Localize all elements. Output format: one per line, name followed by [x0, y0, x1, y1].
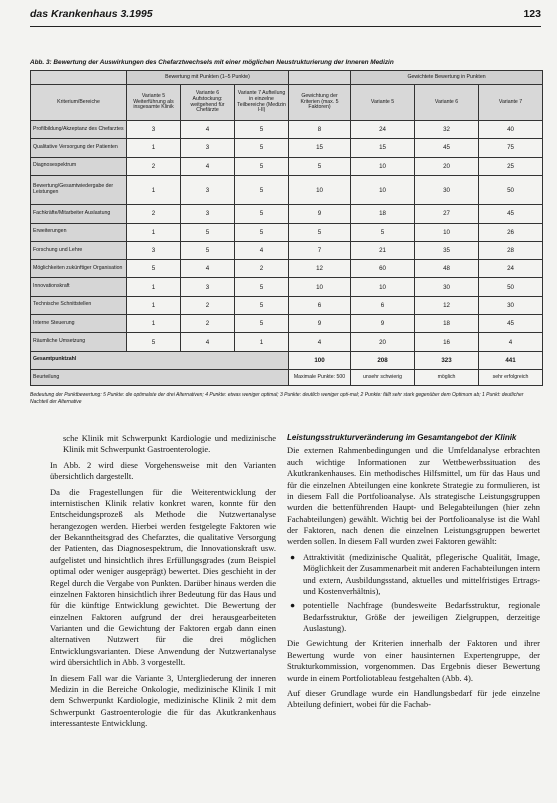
journal-title: das Krankenhaus 3.1995: [30, 8, 153, 20]
score-cell: 5: [235, 223, 289, 241]
col-header-g6: Variante 6: [415, 85, 479, 121]
row-label: Gesamtpunktzahl: [31, 351, 289, 369]
score-cell: 5: [235, 315, 289, 333]
table-row: [31, 139, 543, 157]
paragraph: In Abb. 2 wird diese Vorgehensweise mit den Varianten übersichtlich dargestellt.: [50, 459, 276, 482]
score-cell: 5: [235, 278, 289, 296]
score-cell: 5: [235, 205, 289, 223]
weighted-cell: 9: [351, 315, 415, 333]
weighted-cell: 18: [415, 315, 479, 333]
table-row: [31, 223, 543, 241]
list-item: ● potentielle Nachfrage (bundesweite Bedarfsstruktur, regionale Bedarfsstruktur, Größe der jeweiligen Zielgruppen, derzeitige Auslastung).: [290, 600, 540, 634]
table-row: [31, 157, 543, 175]
table-row: [31, 205, 543, 223]
paragraph: Die Gewichtung der Kriterien innerhalb der Faktoren und ihrer Bewertung wurde von einer hausinternen Expertengruppe, der Strukturkommission, vorgenommen. Das Ergebnis dieser Bewertung wurde in einem Portfoliotableau festgehalten (Abb. 4).: [287, 638, 540, 683]
table-row: [31, 260, 543, 278]
row-label: Qualitative Versorgung der Patienten: [31, 139, 127, 157]
weight-header: Gewichtung der Kriterien (max. 5 Faktoren): [289, 85, 351, 121]
score-cell: 1: [235, 333, 289, 351]
paragraph: Da die Fragestellungen für die Weiterentwicklung der internistischen Klinik relativ konkret waren, konnte für den Entscheidungsprozeß als Methode die Nutzwertanalyse herangezogen werden. Hierbei werden festgelegte Faktoren wie der Bekanntheitsgrad des Chefarztes, die qualitative Versorgung der Patienten, das Diagnosespektrum, die Innovationskraft usw. aufgelistet und hinsichtlich ihres Erfüllungsgrades (zum Beispiel optimal oder weniger ausgeprägt) bewertet. Dies geschieht in der Regel durch die Vergabe von Punkten. Darüber hinaus werden die einzelnen Faktoren hinsichtlich ihrer Bedeutung für das Haus und für die künftige Entwicklung gewichtet. Die Bewertung der einzelnen Faktoren aufgrund der drei herausgearbeiteten Varianten und die Gewichtung der Faktoren ergab dann einen alternativen Nutzwert für die drei möglichen Entwicklungsvarianten. Diese Anwendung der Nutzwertanalyse wird übersichtlich in Abb. 3 vorgestellt.: [50, 486, 276, 668]
table-row: [31, 296, 543, 314]
weighted-cell: 45: [415, 139, 479, 157]
score-cell: 3: [181, 205, 235, 223]
row-label: Bewertung/Gesamtwiedergabe der Leistungen: [31, 175, 127, 204]
score-cell: 2: [181, 315, 235, 333]
row-label: Forschung und Lehre: [31, 241, 127, 259]
weighted-cell: 24: [351, 121, 415, 139]
col-header-v5: Variante 5 Weiterführung als insgesamte Klinik: [127, 85, 181, 121]
row-label: Technische Schnittstellen: [31, 296, 127, 314]
score-cell: 5: [235, 139, 289, 157]
score-cell: 4: [181, 260, 235, 278]
criteria-header: Kriterium/Bereiche: [31, 85, 127, 121]
weight-cell: 6: [289, 296, 351, 314]
score-cell: 3: [181, 278, 235, 296]
score-cell: 4: [235, 241, 289, 259]
weighted-cell: 26: [479, 223, 543, 241]
weighted-cell: 48: [415, 260, 479, 278]
weighted-cell: möglich: [415, 370, 479, 386]
weighted-cell: 24: [479, 260, 543, 278]
score-cell: 5: [235, 157, 289, 175]
row-label: Interne Steuerung: [31, 315, 127, 333]
list-item: ● Attraktivität (medizinische Qualität, pflegerische Qualität, Image, Möglichkeit der Zusammenarbeit mit anderen Fachabteilungen intern und extern, Ausbildungsstand, aktuelles und mittelfristiges Ertrags- und Kostenverhältnis),: [290, 551, 540, 596]
score-cell: 2: [127, 205, 181, 223]
weighted-cell: 5: [351, 223, 415, 241]
score-cell: 1: [127, 175, 181, 204]
row-label: Fachkräfte/Mitarbeiter Auslastung: [31, 205, 127, 223]
table-row: [31, 315, 543, 333]
weighted-cell: 25: [479, 157, 543, 175]
score-cell: 5: [127, 333, 181, 351]
row-label: Innovationskraft: [31, 278, 127, 296]
weight-cell: Maximale Punkte: 500: [289, 370, 351, 386]
score-cell: 3: [181, 175, 235, 204]
paragraph: Auf dieser Grundlage wurde ein Handlungsbedarf für jede einzelne Abteilung definiert, wobei für die Fachab-: [287, 687, 540, 710]
score-cell: 1: [127, 278, 181, 296]
weighted-cell: 45: [479, 315, 543, 333]
row-label: Räumliche Umsetzung: [31, 333, 127, 351]
group-header-left: Bewertung mit Punkten (1–5 Punkte): [127, 71, 289, 85]
score-cell: 1: [127, 223, 181, 241]
weighted-cell: 10: [351, 157, 415, 175]
score-cell: 5: [235, 121, 289, 139]
table-row: [31, 241, 543, 259]
weighted-cell: 10: [351, 175, 415, 204]
weighted-cell: 10: [415, 223, 479, 241]
weighted-cell: 15: [351, 139, 415, 157]
page-header: [30, 6, 541, 27]
score-cell: 1: [127, 296, 181, 314]
weight-cell: 100: [289, 351, 351, 369]
weighted-cell: 60: [351, 260, 415, 278]
score-cell: 1: [127, 139, 181, 157]
score-cell: 3: [181, 139, 235, 157]
evaluation-table: [30, 70, 543, 386]
col-header-v7: Variante 7 Aufteilung in einzelne Teilbereiche (Medizin I-II): [235, 85, 289, 121]
weight-cell: 10: [289, 175, 351, 204]
score-cell: 3: [127, 121, 181, 139]
weighted-cell: 30: [479, 296, 543, 314]
paragraph: In diesem Fall war die Variante 3, Untergliederung der inneren Medizin in die Bereiche Onkologie, medizinische Klinik I mit dem Schwerpunkt Kardiologie, medizinische Klinik 2 mit dem Schwerpunkt Gastroenterologie die für das Akutkrankenhaus interessanteste Entwicklung.: [50, 672, 276, 728]
weighted-cell: 18: [351, 205, 415, 223]
row-label: Diagnosespektrum: [31, 157, 127, 175]
weight-cell: 5: [289, 157, 351, 175]
col-header-v6: Variante 6 Aufstockung: weitgehend für Chefärzte: [181, 85, 235, 121]
score-cell: 4: [181, 121, 235, 139]
weight-cell: 15: [289, 139, 351, 157]
bullet-list: [287, 552, 540, 635]
weight-cell: 7: [289, 241, 351, 259]
weighted-cell: 45: [479, 205, 543, 223]
weighted-cell: 10: [351, 278, 415, 296]
row-label: Erweiterungen: [31, 223, 127, 241]
weight-cell: 9: [289, 315, 351, 333]
text-column-left: [50, 433, 276, 733]
weighted-cell: unsehr schwierig: [351, 370, 415, 386]
table-row: [31, 333, 543, 351]
row-label: Beurteilung: [31, 370, 289, 386]
weighted-cell: 441: [479, 351, 543, 369]
paragraph: Die externen Rahmenbedingungen und die Umfeldanalyse erbrachten auch wichtige Informationen zur Wettbewerbssituation des Akutkrankenhauses. Ein methodisches Hilfsmittel, um für das Haus und für die einzelnen Abteilungen eine konkrete Strategie zu formulieren, ist in diesem Fall die Portfolioanalyse. Als strategische Leistungsgruppen wurden die bettenführenden Haupt- und Belegabteilungen (hier zehn Fachabteilungen) gewählt. Wichtig bei der Portfolioanalyse ist die Wahl der Faktoren, nach denen die einzelnen Leistungsgruppen bewertet werden sollen. In diesem Fall wurden zwei Faktoren gewählt:: [287, 445, 540, 547]
weighted-cell: 4: [479, 333, 543, 351]
figure-title: Abb. 3: Bewertung der Auswirkungen des Chefarztwechsels mit einer möglichen Neustrukturierung der Inneren Medizin: [30, 59, 394, 66]
weight-cell: 9: [289, 205, 351, 223]
score-cell: 5: [181, 241, 235, 259]
weighted-cell: 27: [415, 205, 479, 223]
figure-note: Bedeutung der Punktbewertung: 5 Punkte: die optimalste der drei Alternativen; 4 Punkte: etwas weniger optimal; 3 Punkte: deutlich weniger opti-mal; 2 Punkte: fällt sehr stark gegenüber dem Optimum ab; 1 Punkt: deutlicher Nachteil der Alternative: [30, 392, 524, 405]
bullet-icon: ●: [290, 551, 296, 562]
weighted-cell: 28: [479, 241, 543, 259]
weighted-cell: 323: [415, 351, 479, 369]
score-cell: 5: [235, 175, 289, 204]
row-label: Profilbildung/Akzeptanz des Chefarztes: [31, 121, 127, 139]
weighted-cell: 16: [415, 333, 479, 351]
weighted-cell: 6: [351, 296, 415, 314]
weight-cell: 5: [289, 223, 351, 241]
weighted-cell: 35: [415, 241, 479, 259]
page-number: 123: [523, 8, 541, 20]
weight-cell: 10: [289, 278, 351, 296]
weighted-cell: 20: [415, 157, 479, 175]
weighted-cell: 21: [351, 241, 415, 259]
weighted-cell: 32: [415, 121, 479, 139]
weighted-cell: 12: [415, 296, 479, 314]
score-cell: 5: [181, 223, 235, 241]
weighted-cell: 50: [479, 175, 543, 204]
weighted-cell: sehr erfolgreich: [479, 370, 543, 386]
weight-cell: 12: [289, 260, 351, 278]
weighted-cell: 20: [351, 333, 415, 351]
row-label: Möglichkeiten zukünftiger Organisation: [31, 260, 127, 278]
score-cell: 1: [127, 315, 181, 333]
bullet-icon: ●: [290, 600, 296, 611]
weighted-cell: 50: [479, 278, 543, 296]
weighted-cell: 75: [479, 139, 543, 157]
table-row: [31, 278, 543, 296]
corner-cell: [31, 71, 127, 85]
table-row: [31, 175, 543, 204]
paragraph: sche Klinik mit Schwerpunkt Kardiologie und medizinische Klinik mit Schwerpunkt Gastroenterologie.: [63, 433, 276, 455]
weight-cell: 4: [289, 333, 351, 351]
section-heading: Leistungsstrukturveränderung im Gesamtangebot der Klinik: [287, 433, 517, 442]
score-cell: 5: [127, 260, 181, 278]
col-header-g5: Variante 5: [351, 85, 415, 121]
score-cell: 2: [235, 260, 289, 278]
score-cell: 4: [181, 333, 235, 351]
score-cell: 5: [235, 296, 289, 314]
weighted-cell: 30: [415, 175, 479, 204]
table-row: [31, 121, 543, 139]
col-header-g7: Variante 7: [479, 85, 543, 121]
score-cell: 3: [127, 241, 181, 259]
weight-spacer: [289, 71, 351, 85]
weighted-cell: 40: [479, 121, 543, 139]
score-cell: 2: [127, 157, 181, 175]
weight-cell: 8: [289, 121, 351, 139]
weighted-cell: 208: [351, 351, 415, 369]
total-row: [31, 351, 543, 369]
assessment-row: [31, 370, 543, 386]
score-cell: 4: [181, 157, 235, 175]
group-header-right: Gewichtete Bewertung in Punkten: [351, 71, 543, 85]
text-column-right: [287, 433, 540, 715]
score-cell: 2: [181, 296, 235, 314]
weighted-cell: 30: [415, 278, 479, 296]
